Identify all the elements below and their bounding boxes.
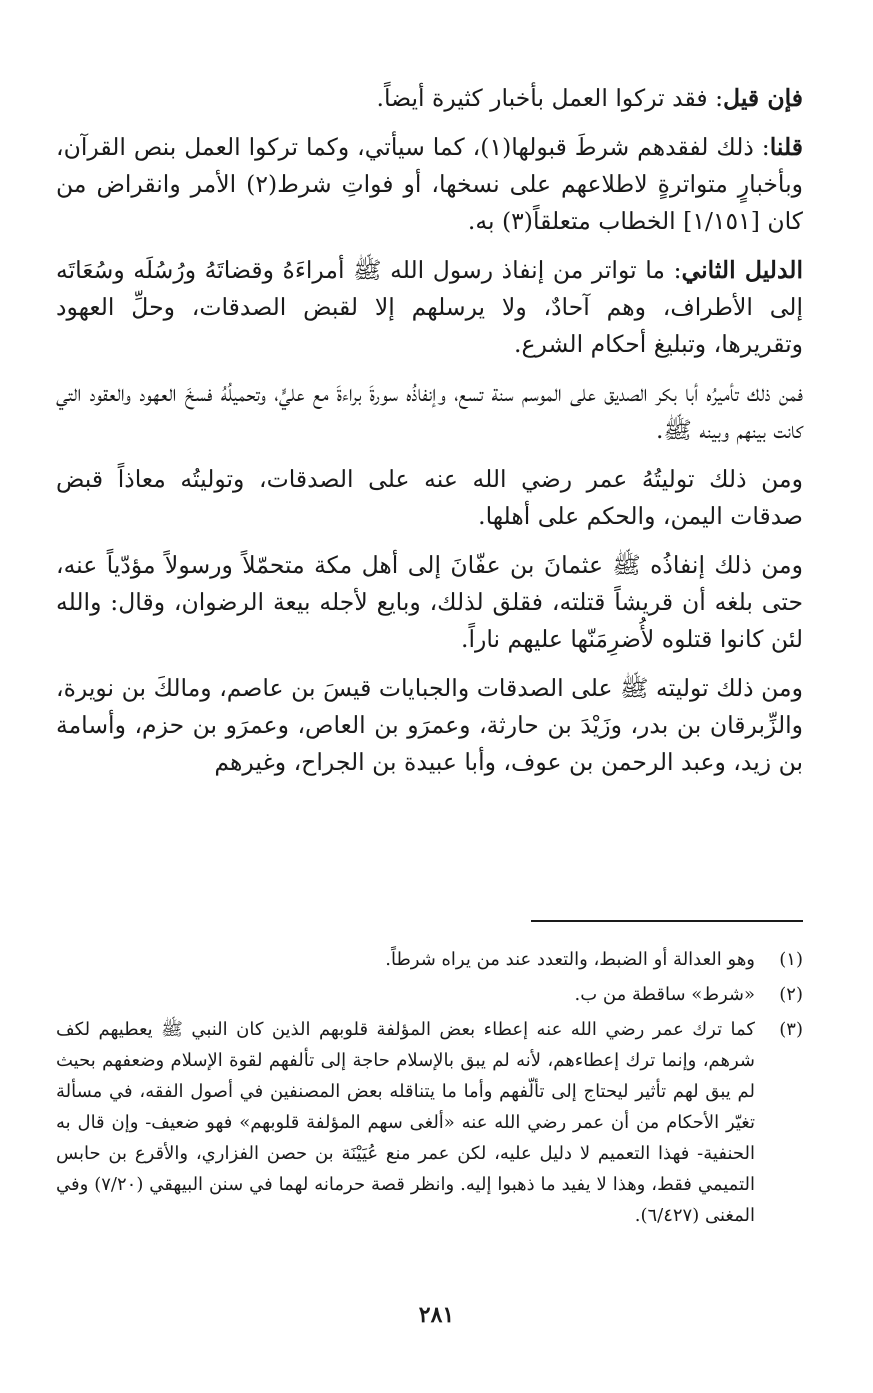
paragraph-2 xyxy=(56,129,803,240)
footnote xyxy=(56,944,803,975)
main-text xyxy=(56,80,803,793)
page-number: ٢٨١ xyxy=(418,1302,455,1328)
footnote-number: (٢) xyxy=(779,984,803,1005)
footnotes xyxy=(56,944,803,1235)
paragraph-7: ومن ذلك توليته ﷺ على الصدقات والجبايات قيسَ بن عاصم، ومالكَ بن نويرة، والزِّبرقان بن بدر، وزَيْدَ بن حارثة، وعمرَو بن العاص، وعمرَو بن حزم، وأسامة بن زيد، وعبد الرحمن بن عوف، وأبا عبيدة بن الجراح، وغيرهم xyxy=(56,674,803,776)
paragraph-3 xyxy=(56,252,803,363)
footnote-text: «شرط» ساقطة من ب. xyxy=(574,984,755,1005)
paragraph-5: ومن ذلك توليتُهُ عمر رضي الله عنه على الصدقات، وتوليتُه معاذاً قبض صدقات اليمن، والحكم على أهلها. xyxy=(56,465,803,530)
footnote xyxy=(56,1014,803,1231)
paragraph-1 xyxy=(56,80,803,117)
footnote xyxy=(56,979,803,1010)
footnote-separator xyxy=(531,920,803,922)
paragraph-text: : ما تواتر من إنفاذ رسول الله ﷺ أمراءَهُ وقضاتَهُ ورُسُلَه وسُعَاتَه إلى الأطراف، وهم آحادٌ، ولا يرسلهم إلا لقبض الصدقات، وحلِّ العهود وتقريرها، وتبليغ أحكام الشرع. xyxy=(56,256,803,358)
paragraph-4: فمن ذلك تأميرُه أبا بكر الصديق على الموسم سنة تسع، وإنفاذُه سورةَ براءةَ مع عليٍّ، وتحميلُهُ فسخَ العهود والعقود التي كانت بينهم وبينه ﷺ. xyxy=(56,379,803,444)
paragraph-text: : فقد تركوا العمل بأخبار كثيرة أيضاً. xyxy=(376,84,724,112)
paragraph-lead: قلنا xyxy=(769,133,803,161)
paragraph-lead: فإن قيل xyxy=(723,84,803,112)
paragraph-text: : ذلك لفقدهم شرطَ قبولها(١)، كما سيأتي، وكما تركوا العمل بنص القرآن، وبأخبارٍ متواترةٍ لاطلاعهم على نسخها، أو فواتِ شرط(٢) الأمر وانقراض من كان [١/١٥١] الخطاب متعلقاً(٣) به. xyxy=(56,133,803,235)
footnote-number: (١) xyxy=(779,949,803,970)
footnote-number: (٣) xyxy=(779,1019,803,1040)
paragraph-6: ومن ذلك إنفاذُه ﷺ عثمانَ بن عفّانَ إلى أهل مكة متحمّلاً ورسولاً مؤدّياً عنه، حتى بلغه أن قريشاً قتلته، فقلق لذلك، وبايع لأجله بيعة الرضوان، وقال: والله لئن كانوا قتلوه لأُضرِمَنّها عليهم ناراً. xyxy=(56,551,803,653)
footnote-text: كما ترك عمر رضي الله عنه إعطاء بعض المؤلفة قلوبهم الذين كان النبي ﷺ يعطيهم لكف شرهم، وإنما ترك إعطاءهم، لأنه لم يبق بالإسلام حاجة إلى تألفهم لقوة الإسلام وضعفهم بحيث لم يبق لهم تأثير ليحتاج إلى تألّفهم وأما ما يتناقله بعض المصنفين في أصول الفقه، في مسألة تغيّر الأحكام من أن عمر رضي الله عنه «ألغى سهم المؤلفة قلوبهم» فهو ضعيف- وإن قال به الحنفية- فهذا التعميم لا دليل عليه، لكن عمر منع عُيَيْنَة بن حصن الفزاري، والأقرع بن حابس التميمي فقط، وهذا لا يفيد ما ذهبوا إليه. وانظر قصة حرمانه لهما في سنن البيهقي (٧/٢٠) وفي المغنى (٦/٤٢٧). xyxy=(56,1019,756,1226)
paragraph-lead: الدليل الثاني xyxy=(681,256,803,284)
footnote-text: وهو العدالة أو الضبط، والتعدد عند من يراه شرطاً. xyxy=(385,949,755,970)
